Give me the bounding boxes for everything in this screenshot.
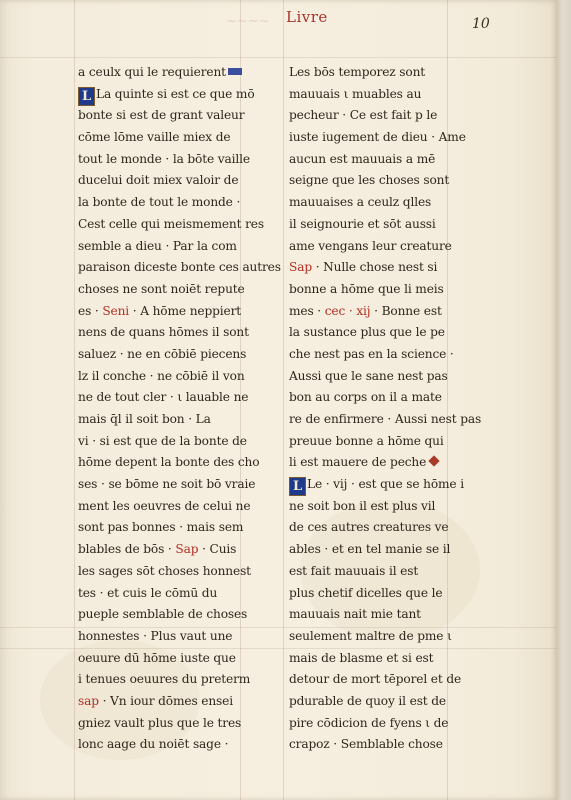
- ruling-line: [283, 0, 284, 800]
- text-line: seulement maltre de pme ι: [289, 628, 452, 643]
- running-title: Livre: [286, 8, 328, 26]
- text-line: i tenues oeuures du preterm: [78, 672, 251, 687]
- line-filler-ornament: [429, 456, 440, 467]
- text-line: la sustance plus que le pe: [289, 325, 445, 340]
- text-column-left: [78, 62, 281, 756]
- text-line: ment les oeuvres de celui ne: [78, 498, 251, 513]
- text-line: est fait mauuais il est: [289, 563, 419, 578]
- text-line: tes · et cuis le cōmū du: [78, 585, 218, 600]
- text-line: blables de bōs · Sap · Cuis: [78, 542, 237, 557]
- text-line: saluez · ne en cōbiē piecens: [78, 346, 247, 361]
- text-line: Aussi que le sane nest pas: [289, 368, 448, 383]
- text-line: mauuais nait mie tant: [289, 607, 421, 622]
- text-line: preuue bonne a hōme qui: [289, 433, 444, 448]
- text-line: Les bōs temporez sont: [289, 65, 426, 79]
- text-line: ame vengans leur creature: [289, 238, 452, 253]
- text-line: mais de blasme et si est: [289, 650, 434, 665]
- text-line: mauuais ι muables au: [289, 86, 422, 101]
- text-line: honnestes · Plus vaut une: [78, 628, 233, 643]
- text-line: detour de mort tēporel et de: [289, 672, 462, 687]
- text-line: nens de quans hōmes il sont: [78, 325, 249, 340]
- page-edge: [557, 0, 571, 800]
- folio-number: 10: [472, 16, 490, 32]
- text-line: ables · et en tel manie se il: [289, 542, 451, 557]
- decorated-initial: L: [289, 477, 306, 496]
- text-line: crapoz · Semblable chose: [289, 737, 443, 752]
- text-line: ses · se bōme ne soit bō vraie: [78, 477, 256, 492]
- text-line: iuste iugement de dieu · Ame: [289, 130, 466, 145]
- text-line: paraison diceste bonte ces autres: [78, 260, 281, 275]
- text-line: lz il conche · ne cōbiē il von: [78, 368, 245, 383]
- text-line: gniez vault plus que le tres: [78, 715, 242, 730]
- text-line: sont pas bonnes · mais sem: [78, 520, 244, 535]
- rubric-word: Sap: [175, 542, 199, 557]
- text-line: ducelui doit miex valoir de: [78, 173, 239, 188]
- text-line: hōme depent la bonte des cho: [78, 455, 260, 470]
- text-line: sap · Vn iour dōmes ensei: [78, 693, 233, 708]
- text-line: il seignourie et sōt aussi: [289, 216, 436, 231]
- text-line: a ceulx qui le requierent: [78, 62, 248, 84]
- text-line: ne soit bon il est plus vil: [289, 498, 436, 513]
- text-line: che nest pas en la science ·: [289, 346, 454, 361]
- text-line: li est mauere de peche: [289, 452, 459, 474]
- text-column-right: [289, 62, 482, 756]
- text-line: mauuaises a ceulz qlles: [289, 195, 432, 210]
- text-line: choses ne sont noiēt repute: [78, 281, 245, 296]
- ruling-line: [0, 57, 557, 58]
- text-line: la bonte de tout le monde ·: [78, 195, 241, 210]
- text-line: de ces autres creatures ve: [289, 520, 449, 535]
- text-line: mes · cec · xij · Bonne est: [289, 303, 442, 318]
- rubric-word: sap: [78, 693, 99, 708]
- text-line: vi · si est que de la bonte de: [78, 433, 247, 448]
- text-line: pueple semblable de choses: [78, 607, 248, 622]
- text-line: re de enfirmere · Aussi nest pas: [289, 412, 482, 426]
- text-line: oeuure dū hōme iuste que: [78, 650, 236, 665]
- rubric-word: Sap: [289, 260, 312, 275]
- text-line: ne de tout cler · ι lauable ne: [78, 390, 249, 405]
- rubric-word: Seni: [102, 303, 130, 318]
- text-line: cōme lōme vaille miex de: [78, 130, 231, 145]
- text-line: pire cōdicion de fyens ι de: [289, 715, 449, 730]
- text-line: seigne que les choses sont: [289, 173, 450, 188]
- rubric-word: cec · xij: [324, 303, 371, 318]
- offset-ghost-text: ~~~~: [226, 14, 270, 29]
- text-line: tout le monde · la bōte vaille: [78, 151, 250, 166]
- text-line: pecheur · Ce est fait p le: [289, 108, 438, 123]
- text-line: mais q̄l il soit bon · La: [78, 412, 211, 426]
- text-line: les sages sōt choses honnest: [78, 563, 251, 578]
- text-line: es · Seni · A hōme neppiert: [78, 303, 241, 318]
- text-line: aucun est mauuais a mē: [289, 151, 436, 166]
- ruling-line: [74, 0, 75, 800]
- text-line: pdurable de quoy il est de: [289, 693, 446, 708]
- text-line: L Le · vij · est que se hōme i: [289, 474, 459, 496]
- text-line: Cest celle qui meismement res: [78, 216, 264, 231]
- text-line: L La quinte si est ce que mō: [78, 84, 248, 106]
- text-line: Sap · Nulle chose nest si: [289, 260, 438, 275]
- text-line: lonc aage du noiēt sage ·: [78, 737, 229, 752]
- text-line: bonte si est de grant valeur: [78, 108, 245, 123]
- text-line: semble a dieu · Par la com: [78, 238, 237, 253]
- decorated-initial: L: [78, 87, 95, 106]
- line-filler-ornament: [228, 68, 242, 75]
- text-line: bon au corps on il a mate: [289, 390, 442, 405]
- text-line: bonne a hōme que li meis: [289, 281, 444, 296]
- text-line: plus chetif dicelles que le: [289, 585, 443, 600]
